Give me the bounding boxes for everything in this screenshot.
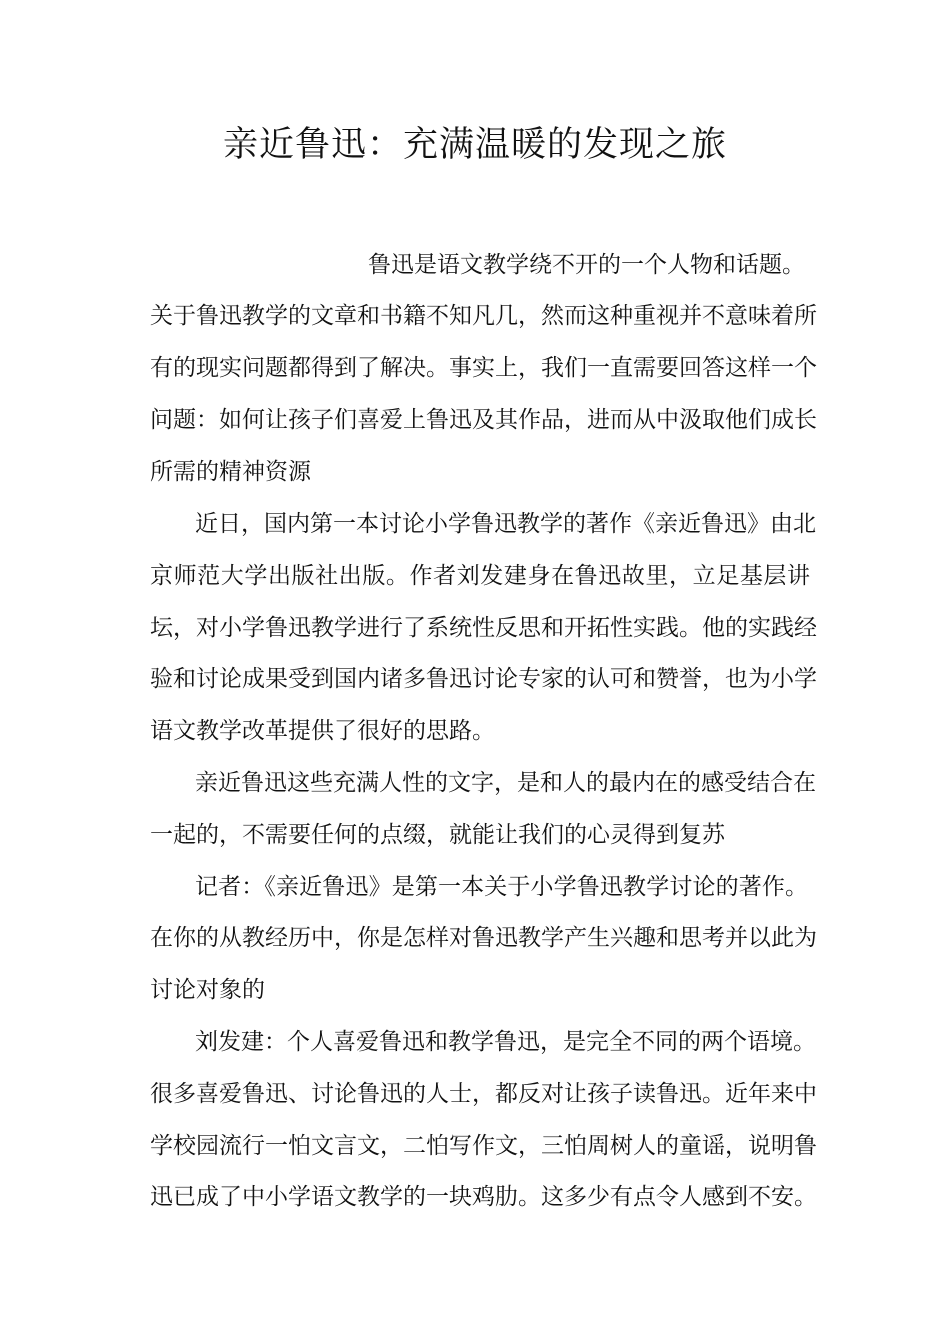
text-line: 学校园流行一怕文言文，二怕写作文，三怕周树人的童谣，说明鲁: [150, 1133, 817, 1159]
text-line: 近日，国内第一本讨论小学鲁迅教学的著作《亲近鲁迅》由北: [195, 511, 816, 537]
text-line: 刘发建：个人喜爱鲁迅和教学鲁迅，是完全不同的两个语境。: [195, 1029, 816, 1055]
text-line: 亲近鲁迅这些充满人性的文字，是和人的最内在的感受结合在: [195, 770, 816, 796]
document-title: 亲近鲁迅：充满温暖的发现之旅: [222, 125, 727, 165]
text-line: 鲁迅是语文教学绕不开的一个人物和话题。: [368, 252, 805, 278]
text-line: 迅已成了中小学语文教学的一块鸡肋。这多少有点令人感到不安。: [150, 1184, 817, 1210]
text-line: 问题：如何让孩子们喜爱上鲁迅及其作品，进而从中汲取他们成长: [150, 407, 817, 433]
text-line: 关于鲁迅教学的文章和书籍不知凡几，然而这种重视并不意味着所: [150, 303, 817, 329]
text-line: 在你的从教经历中，你是怎样对鲁迅教学产生兴趣和思考并以此为: [150, 925, 817, 951]
text-line: 有的现实问题都得到了解决。事实上，我们一直需要回答这样一个: [150, 355, 817, 381]
text-line: 讨论对象的: [150, 977, 265, 1003]
text-line: 所需的精神资源: [150, 459, 311, 485]
text-line: 语文教学改革提供了很好的思路。: [150, 718, 495, 744]
text-line: 坛，对小学鲁迅教学进行了系统性反思和开拓性实践。他的实践经: [150, 615, 817, 641]
text-line: 一起的，不需要任何的点缀，就能让我们的心灵得到复苏: [150, 822, 725, 848]
text-line: 记者：《亲近鲁迅》是第一本关于小学鲁迅教学讨论的著作。: [195, 874, 808, 900]
text-line: 京师范大学出版社出版。作者刘发建身在鲁迅故里，立足基层讲: [150, 563, 810, 589]
text-line: 很多喜爱鲁迅、讨论鲁迅的人士，都反对让孩子读鲁迅。近年来中: [150, 1081, 817, 1107]
text-line: 验和讨论成果受到国内诸多鲁迅讨论专家的认可和赞誉，也为小学: [150, 666, 817, 692]
